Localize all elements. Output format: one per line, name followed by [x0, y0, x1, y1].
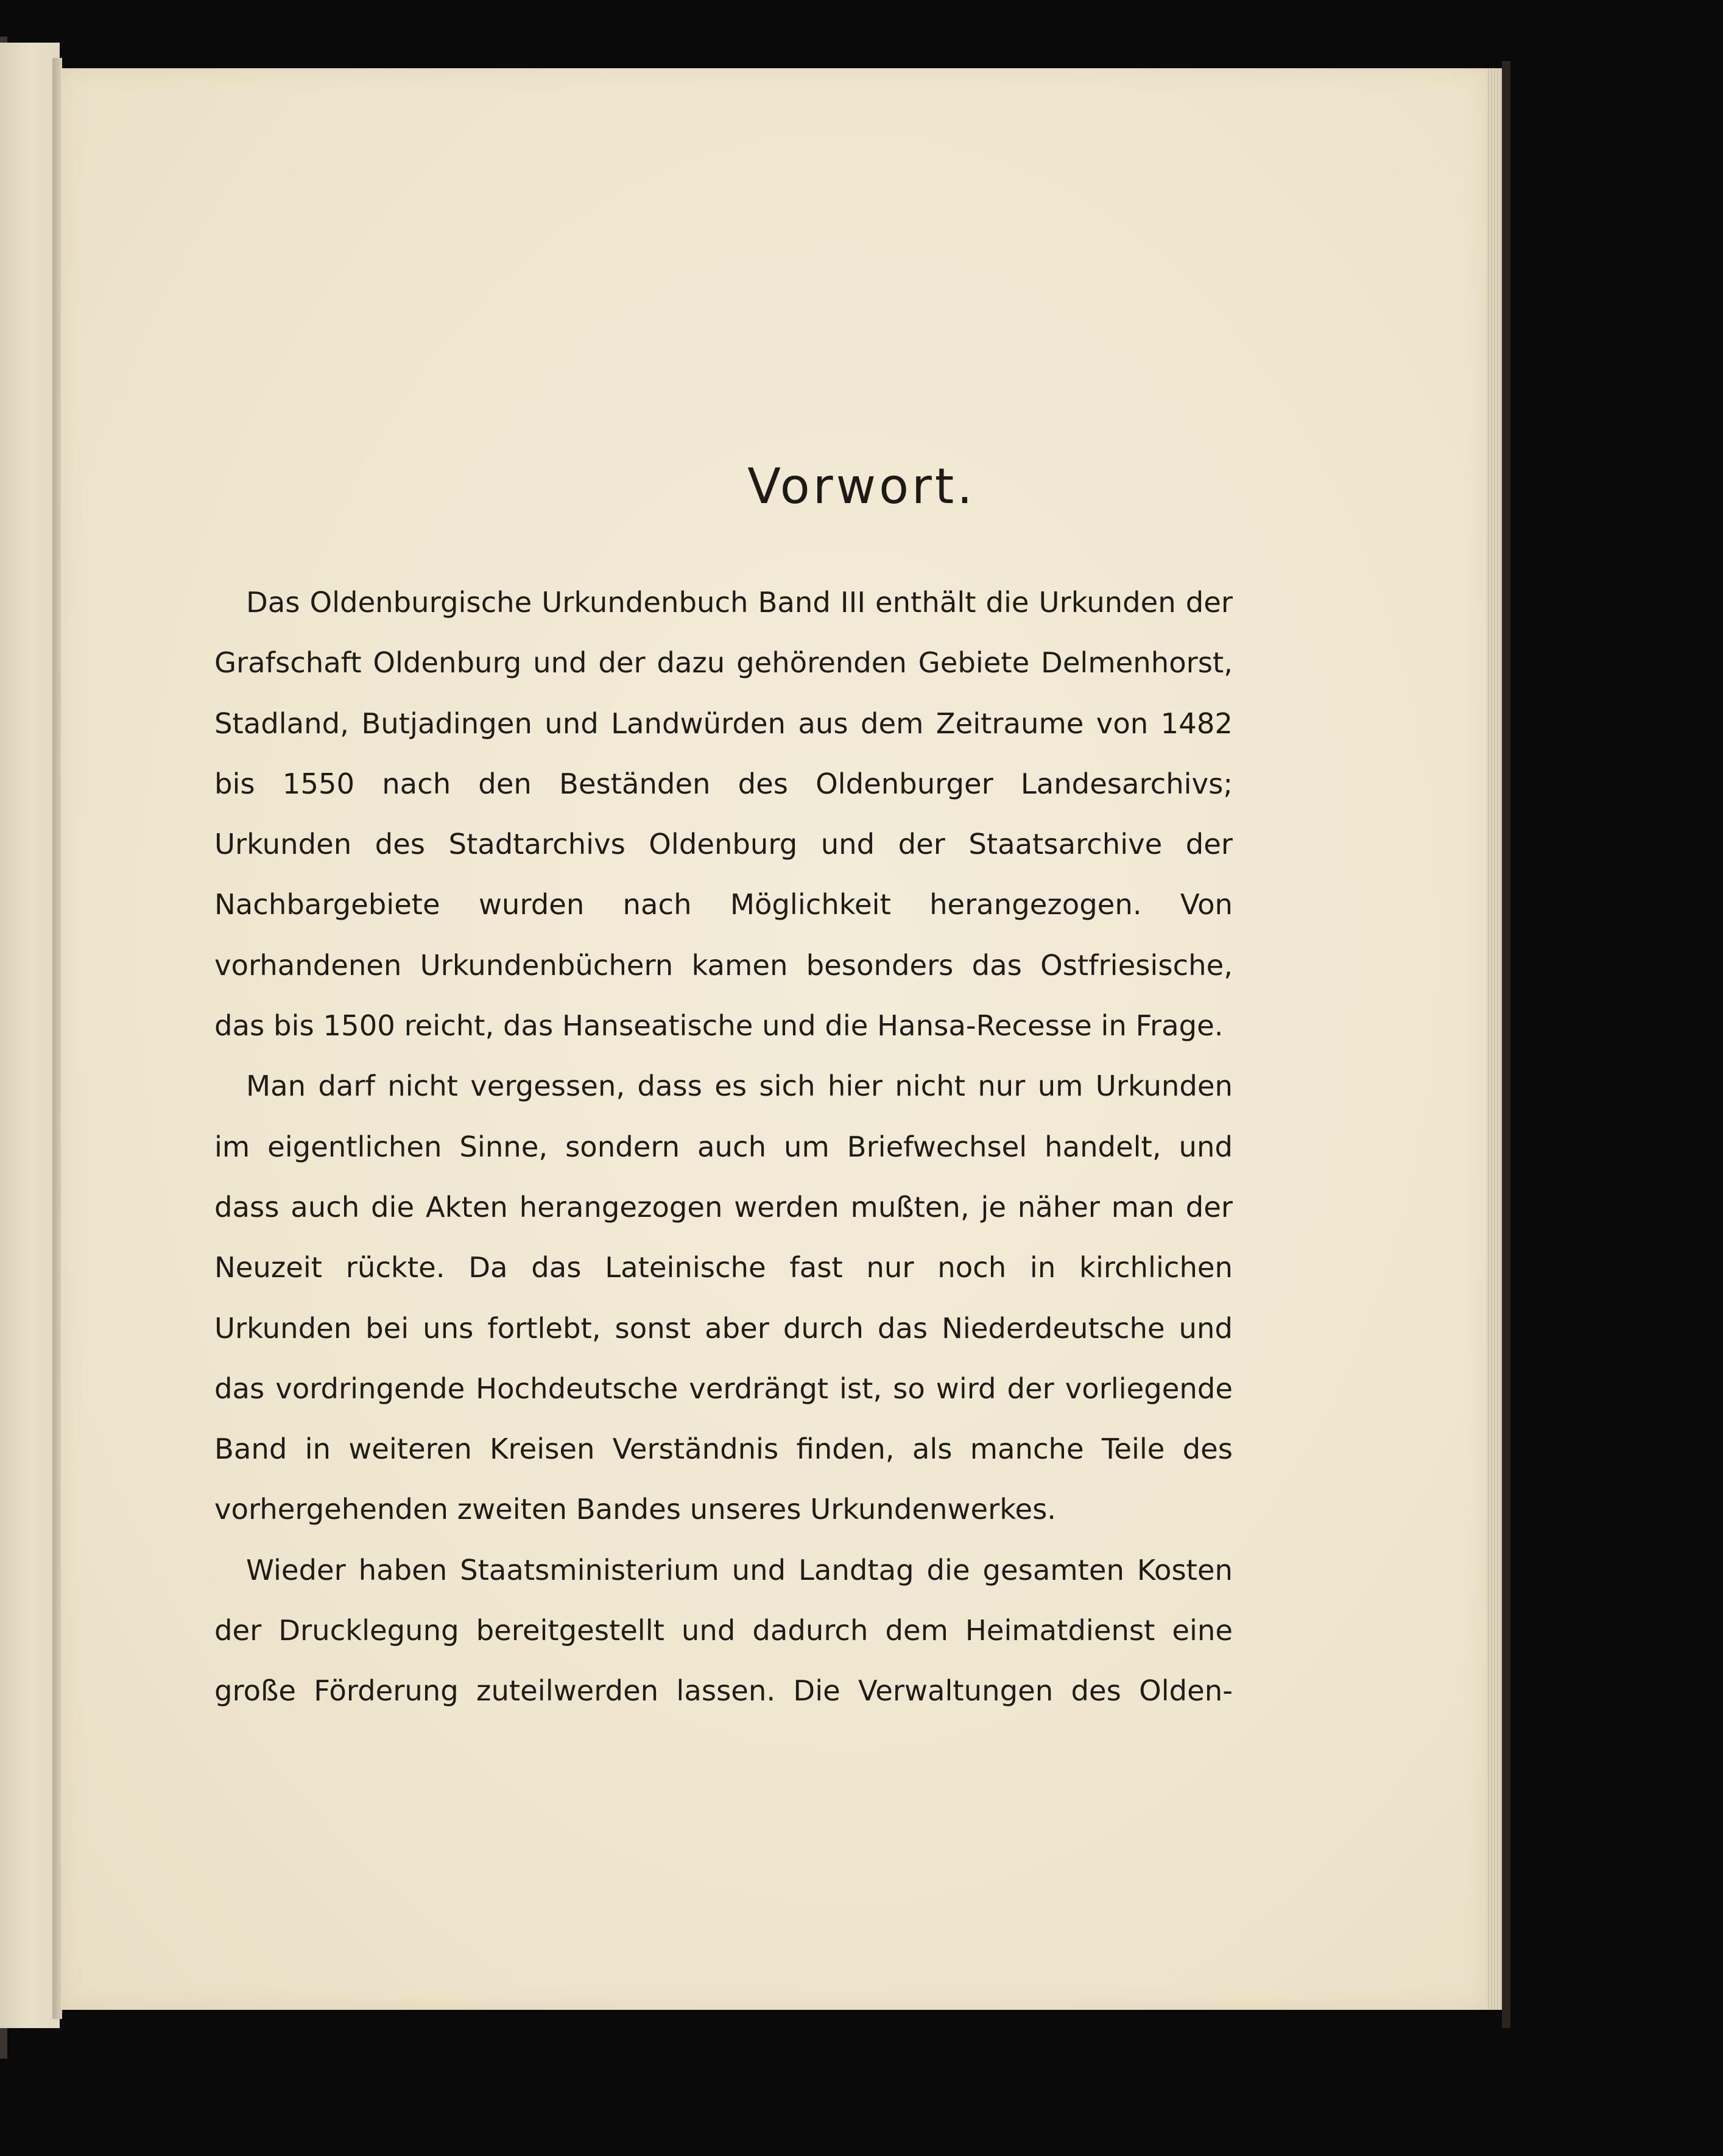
page-title: Vorwort. [747, 458, 976, 515]
paragraph-3: Wieder haben Staatsministerium und Landtag die gesamten Kosten der Drucklegung bereitgestellt und dadurch dem Heimatdienst eine große Förderung zuteilwerden lassen. Die Verwaltungen des Olden- [214, 1553, 1233, 1708]
preface-body [214, 572, 1233, 1722]
facing-page-edge [0, 43, 60, 2028]
paragraph-1: Das Oldenburgische Urkundenbuch Band III enthält die Urkunden der Grafschaft Oldenburg und der dazu gehörenden Gebiete Delmenhorst, Stadland, Butjadingen und Landwürden aus dem Zeitraume von 1482 bis 1550 nach den Beständen des Oldenburger Landesarchivs; Urkunden des Stadtarchivs Oldenburg und der Staatsarchive der Nachbargebiete wurden nach Möglichkeit herangezogen. Von vorhandenen Urkundenbüchern kamen besonders das Ostfriesische, das bis 1500 reicht, das Hanseatische und die Hansa-Recesse in Frage. [214, 586, 1233, 1043]
paragraph-2: Man darf nicht vergessen, dass es sich hier nicht nur um Urkunden im eigentlichen Sinne, sondern auch um Briefwechsel handelt, und dass auch die Akten herangezogen werden mußten, je näher man der Neuzeit rückte. Da das Lateinische fast nur noch in kirchlichen Urkunden bei uns fortlebt, sonst aber durch das Niederdeutsche und das vordringende Hochdeutsche verdrängt ist, so wird der vorliegende Band in weiteren Kreisen Verständnis finden, als manche Teile des vorhergehenden zweiten Bandes unseres Urkundenwerkes. [214, 1069, 1233, 1526]
book-cover-right [1502, 61, 1510, 2028]
page-stack-edge [1486, 68, 1502, 2010]
